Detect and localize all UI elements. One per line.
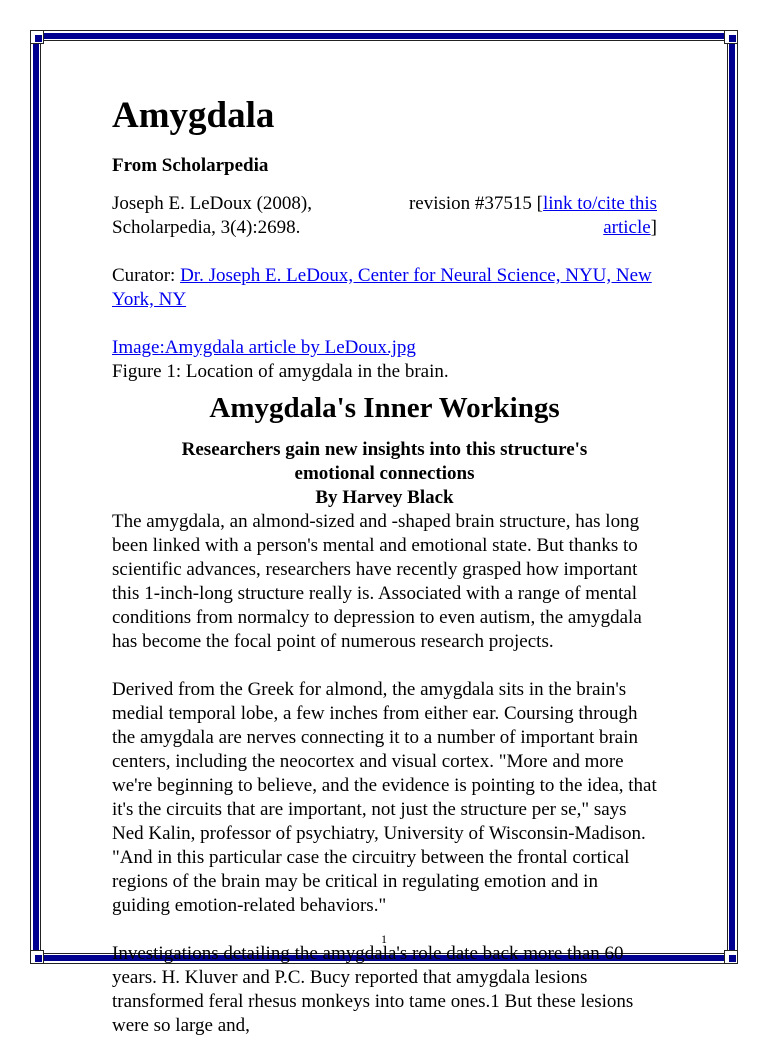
- border-corner: [724, 950, 738, 964]
- citation: [112, 192, 657, 240]
- section-heading: Amygdala's Inner Workings: [209, 392, 560, 424]
- border-corner: [30, 950, 44, 964]
- curator-label: Curator:: [112, 265, 181, 286]
- curator: [112, 264, 657, 312]
- kicker: Researchers gain new insights into this structure's emotional connections: [181, 439, 588, 484]
- byline: By Harvey Black: [315, 487, 454, 508]
- paragraph: Derived from the Greek for almond, the amygdala sits in the brain's medial temporal lobe, a few inches from either ear. Coursing through the amygdala are nerves connecting it to a number of important brain centers, including the neocortex and visual cortex. "More and more we're beginning to believe, and the evidence is pointing to the idea, that it's the circuits that are important, not just the structure per se," says Ned Kalin, professor of psychiatry, University of Wisconsin-Madison. "And in this particular case the circuitry between the frontal cortical regions of the brain may be critical in regulating emotion and in guiding emotion-related behaviors.": [112, 679, 657, 916]
- document-body: [112, 94, 657, 1062]
- cite-link[interactable]: link to/cite this article: [543, 193, 657, 238]
- figure-caption: Figure 1: Location of amygdala in the brain.: [112, 361, 449, 382]
- revision-text: revision #37515 [: [408, 193, 543, 214]
- border-corner: [724, 30, 738, 44]
- bracket: ]: [650, 217, 657, 238]
- curator-link[interactable]: Dr. Joseph E. LeDoux, Center for Neural Science, NYU, New York, NY: [112, 265, 652, 310]
- revision-info: [407, 192, 657, 240]
- page-title: Amygdala: [112, 95, 275, 136]
- border-corner: [30, 30, 44, 44]
- image-link[interactable]: Image:Amygdala article by LeDoux.jpg: [112, 337, 416, 358]
- page-number: 1: [381, 932, 387, 946]
- paragraph: The amygdala, an almond-sized and -shaped brain structure, has long been linked with a person's mental and emotional state. But thanks to scientific advances, researchers have recently grasped how important this 1-inch-long structure really is. Associated with a range of mental conditions from normalcy to depression to even autism, the amygdala has become the focal point of numerous research projects.: [112, 511, 642, 652]
- paragraph: Investigations detailing the amygdala's role date back more than 60 years. H. Kluver and P.C. Bucy reported that amygdala lesions transformed feral rhesus monkeys into tame ones.1 But these lesions were so large and,: [112, 943, 634, 1036]
- subtitle: From Scholarpedia: [112, 155, 269, 176]
- citation-text: Joseph E. LeDoux (2008), Scholarpedia, 3(4):2698.: [112, 193, 312, 238]
